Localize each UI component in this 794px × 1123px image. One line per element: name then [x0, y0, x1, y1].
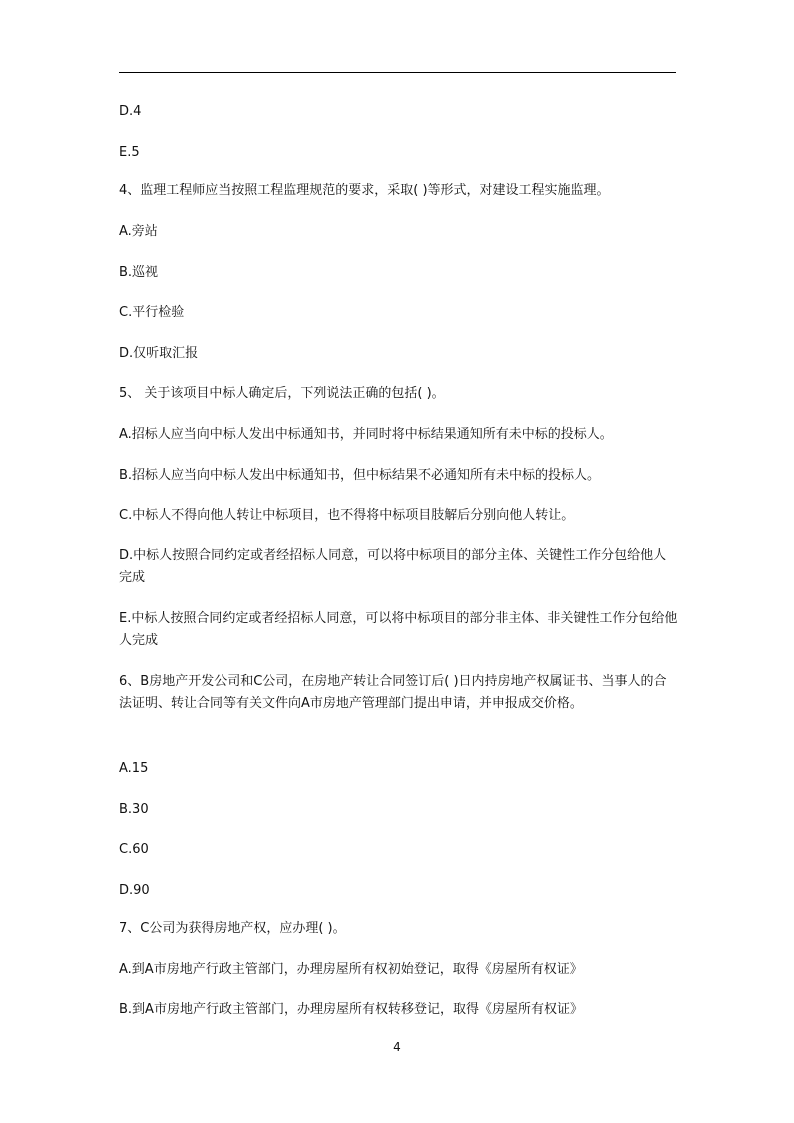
option-e-q3: E.5: [119, 145, 140, 160]
option-c-q4: C.平行检验: [119, 305, 185, 320]
option-d-q3: D.4: [119, 104, 142, 119]
option-e-q5: E.中标人按照合同约定或者经招标人同意，可以将中标项目的部分非主体、非关键性工作分包给他人完成: [119, 611, 678, 648]
page-number: 4: [393, 1040, 401, 1054]
option-a-q7: A.到A市房地产行政主管部门，办理房屋所有权初始登记，取得《房屋所有权证》: [119, 962, 583, 977]
question-6: 6、B房地产开发公司和C公司，在房地产转让合同签订后( )日内持房地产权属证书、当事人的合法证明、转让合同等有关文件向A市房地产管理部门提出申请，并申报成交价格。: [119, 674, 667, 711]
option-d-q4: D.仅听取汇报: [119, 346, 199, 361]
question-5: 5、 关于该项目中标人确定后，下列说法正确的包括( )。: [119, 386, 445, 401]
question-7: 7、C公司为获得房地产权，应办理( )。: [119, 921, 346, 936]
option-d-q5: D.中标人按照合同约定或者经招标人同意，可以将中标项目的部分主体、关键性工作分包给他人完成: [119, 548, 667, 585]
option-d-q6: D.90: [119, 883, 150, 898]
option-b-q4: B.巡视: [119, 265, 159, 280]
option-a-q6: A.15: [119, 761, 149, 776]
question-4: 4、监理工程师应当按照工程监理规范的要求，采取( )等形式，对建设工程实施监理。: [119, 183, 610, 198]
option-c-q6: C.60: [119, 842, 149, 857]
option-a-q5: A.招标人应当向中标人发出中标通知书，并同时将中标结果通知所有未中标的投标人。: [119, 427, 613, 442]
option-b-q5: B.招标人应当向中标人发出中标通知书，但中标结果不必通知所有未中标的投标人。: [119, 468, 601, 483]
option-c-q5: C.中标人不得向他人转让中标项目，也不得将中标项目肢解后分别向他人转让。: [119, 508, 575, 523]
option-b-q7: B.到A市房地产行政主管部门，办理房屋所有权转移登记，取得《房屋所有权证》: [119, 1002, 583, 1017]
option-a-q4: A.旁站: [119, 224, 158, 239]
header-rule: [119, 72, 676, 73]
option-b-q6: B.30: [119, 802, 149, 817]
